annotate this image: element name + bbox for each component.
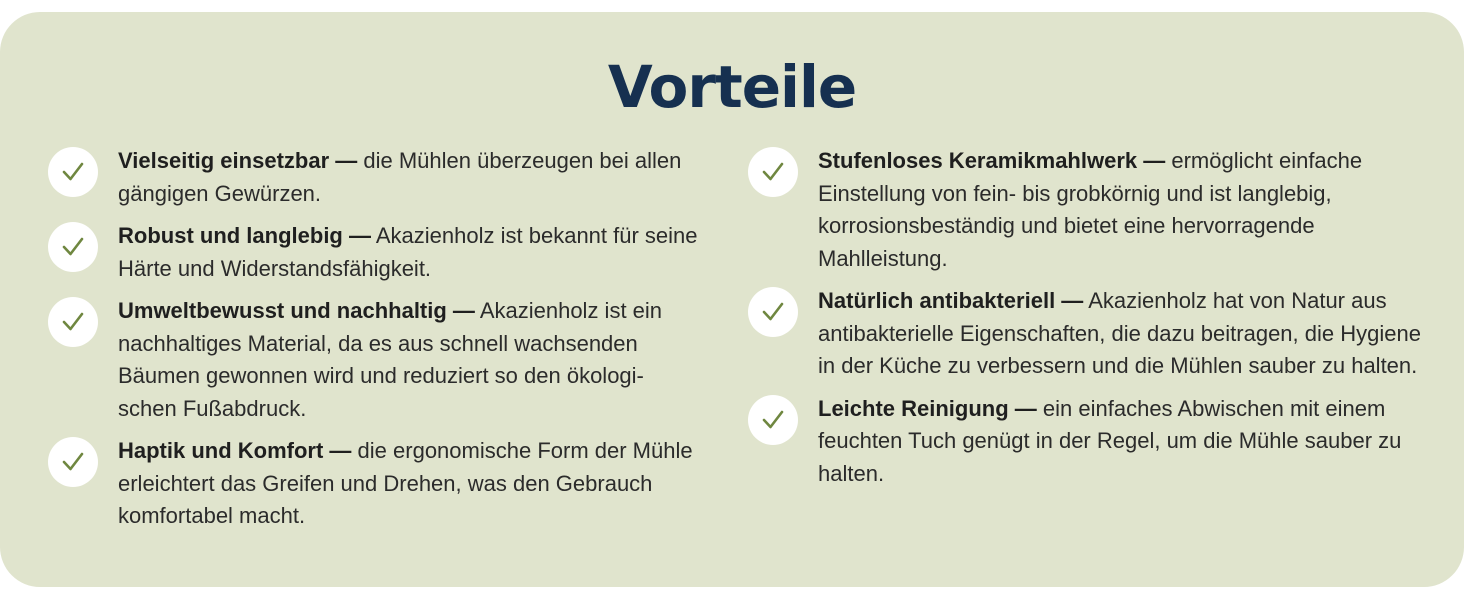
checkmark-icon	[48, 297, 98, 347]
benefit-heading: Umweltbewusst und nachhaltig —	[118, 298, 475, 323]
benefit-text: ermöglicht einfache Einstellung von fein- bis grobkörnig und ist langlebig, korrosionsbeständig und bietet eine hervorragende Mahlleistung.	[818, 148, 1363, 271]
benefit-item-antibacterial	[748, 285, 1428, 383]
benefit-heading: Vielseitig einsetzbar —	[118, 148, 358, 173]
benefit-text: die Mühlen überzeugen bei allen gängigen Gewürzen.	[118, 148, 682, 206]
benefit-item-versatile	[48, 145, 698, 210]
benefit-item-comfort	[48, 435, 698, 533]
checkmark-icon	[748, 287, 798, 337]
benefit-item-ceramic-grinder	[748, 145, 1428, 275]
benefit-item-sustainable	[48, 295, 698, 425]
checkmark-icon	[48, 437, 98, 487]
benefit-heading: Stufenloses Keramikmahlwerk —	[818, 148, 1166, 173]
page-title: Vorteile	[607, 53, 857, 121]
benefit-heading: Haptik und Komfort —	[118, 438, 352, 463]
benefits-column-left	[48, 145, 698, 543]
benefits-column-right	[748, 145, 1428, 500]
benefit-heading: Robust und langlebig —	[118, 223, 371, 248]
benefit-item-robust	[48, 220, 698, 285]
benefit-text: Akazienholz hat von Natur aus antibakterielle Eigenschaften, die dazu beitragen, die Hygiene in der Küche zu verbessern und die Mühlen sauber zu halten.	[818, 288, 1421, 378]
benefit-heading: Leichte Reinigung —	[818, 395, 1037, 421]
checkmark-icon	[748, 147, 798, 197]
benefit-text: ein einfaches Abwischen mit einem feuchten Tuch genügt in der Regel, um die Mühle sauber zu halten.	[818, 395, 1402, 486]
benefit-text: Akazienholz ist bekannt für seine Härte und Widerstandsfähigkeit.	[118, 223, 698, 281]
checkmark-icon	[48, 222, 98, 272]
checkmark-icon	[48, 147, 98, 197]
benefit-heading: Natürlich antibakteriell —	[818, 288, 1084, 313]
checkmark-icon	[748, 395, 798, 445]
benefit-text: Akazienholz ist ein nachhaltiges Material, da es aus schnell wachsenden Bäumen gewonnen wird und reduziert so den ökologi-schen Fußabdruck.	[118, 298, 663, 421]
benefit-item-easy-cleaning	[748, 393, 1428, 491]
benefit-text: die ergonomische Form der Mühle erleichtert das Greifen und Drehen, was den Gebrauch komfortabel macht.	[118, 438, 693, 528]
